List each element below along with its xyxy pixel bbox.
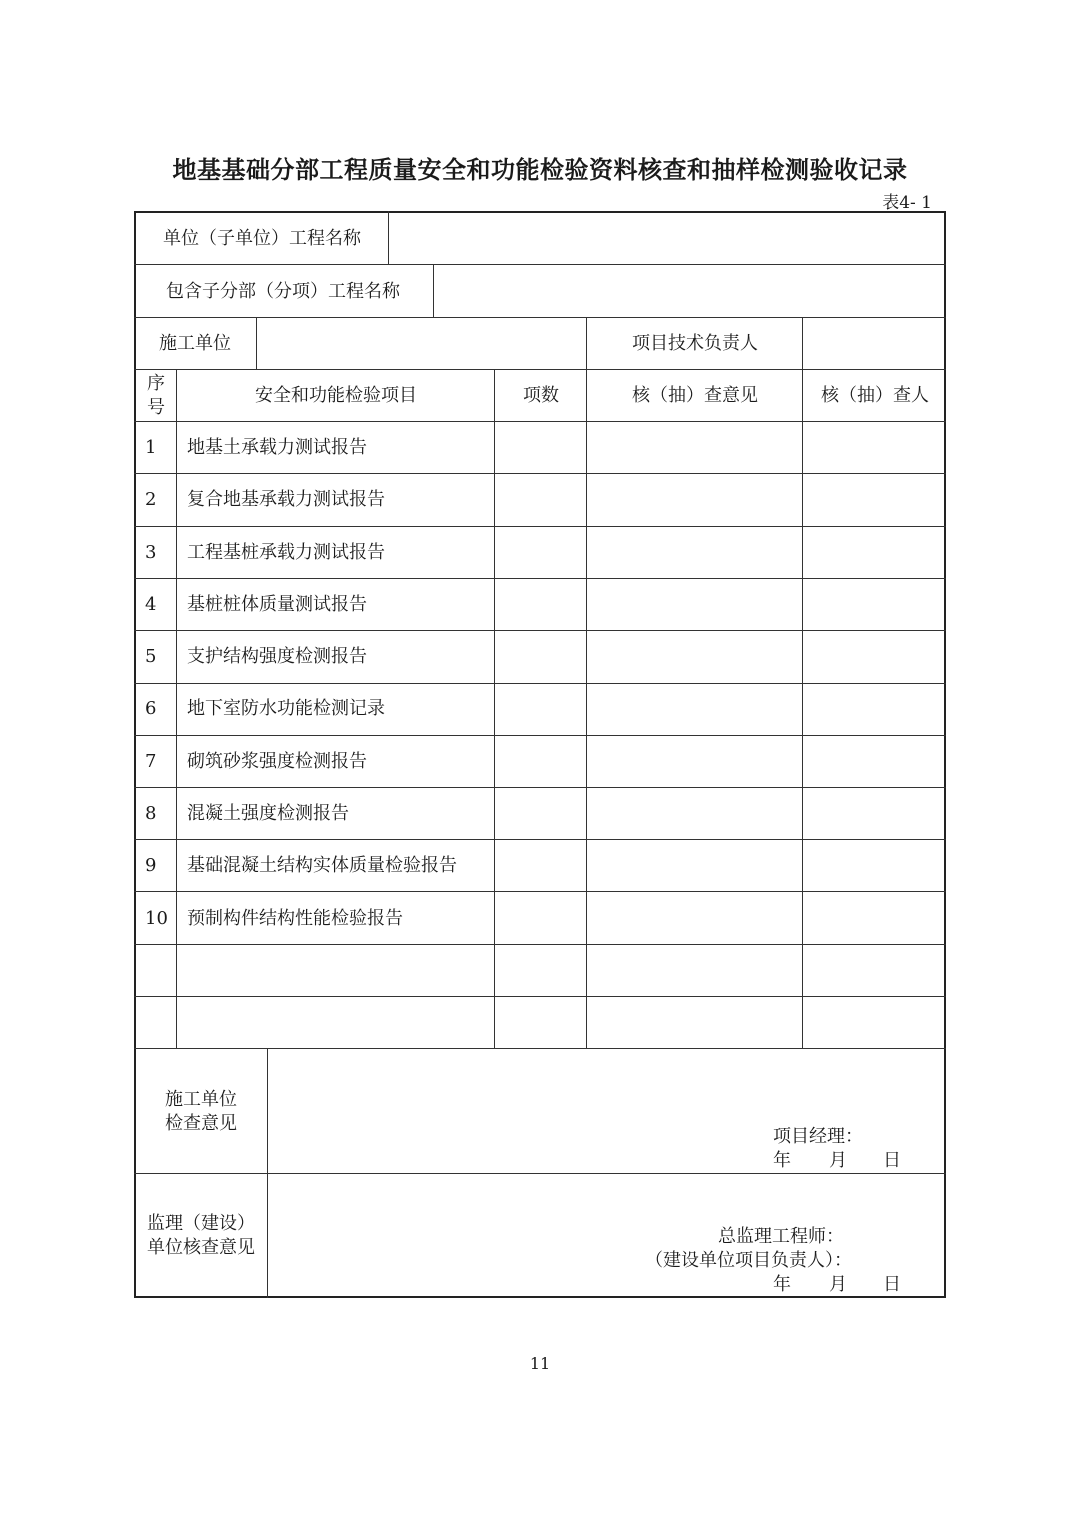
rule-v bbox=[176, 369, 177, 1048]
row-item: 支护结构强度检测报告 bbox=[187, 646, 367, 667]
rule-h bbox=[134, 839, 946, 840]
col-count: 项数 bbox=[523, 385, 559, 406]
row-item: 基桩桩体质量测试报告 bbox=[187, 594, 367, 615]
date-year: 年 bbox=[773, 1150, 791, 1171]
rule-h bbox=[134, 473, 946, 474]
col-item: 安全和功能检验项目 bbox=[255, 385, 417, 406]
date-day: 日 bbox=[883, 1150, 901, 1171]
row-item: 混凝土强度检测报告 bbox=[187, 803, 349, 824]
rule-h bbox=[134, 996, 946, 997]
document-title: 地基基础分部工程质量安全和功能检验资料核查和抽样检测验收记录 bbox=[172, 156, 908, 184]
rule-h bbox=[134, 421, 946, 422]
rule-h bbox=[134, 735, 946, 736]
rule-h bbox=[134, 1173, 946, 1174]
rule-h bbox=[134, 369, 946, 370]
col-seq-line2: 号 bbox=[147, 397, 165, 418]
rule-v bbox=[388, 211, 389, 264]
date-month: 月 bbox=[829, 1150, 847, 1171]
rule-v bbox=[267, 1048, 268, 1298]
page-number: 11 bbox=[529, 1354, 551, 1373]
rule-h bbox=[134, 891, 946, 892]
row-item: 砌筑砂浆强度检测报告 bbox=[187, 751, 367, 772]
rule-v bbox=[256, 317, 257, 369]
row-item: 地下室防水功能检测记录 bbox=[187, 698, 385, 719]
rule-v bbox=[802, 369, 803, 1048]
rule-h bbox=[134, 683, 946, 684]
row-number: 8 bbox=[145, 803, 157, 824]
unit-project-name-label: 单位（子单位）工程名称 bbox=[163, 228, 361, 249]
row-number: 10 bbox=[145, 908, 168, 929]
row-number: 6 bbox=[145, 698, 157, 719]
row-number: 5 bbox=[145, 646, 157, 667]
rule-v bbox=[802, 317, 803, 369]
supervision-label-line2: 单位核查意见 bbox=[147, 1237, 255, 1258]
constructor-label: 施工单位 bbox=[159, 333, 231, 354]
rule-h bbox=[134, 787, 946, 788]
rule-v bbox=[586, 369, 587, 1048]
row-number: 2 bbox=[145, 489, 157, 510]
rule-h bbox=[134, 944, 946, 945]
chief-supervisor-label: 总监理工程师： bbox=[718, 1226, 844, 1247]
constructor-check-label-line1: 施工单位 bbox=[165, 1089, 237, 1110]
rule-h bbox=[134, 1048, 946, 1049]
row-number: 3 bbox=[145, 542, 157, 563]
date-day: 日 bbox=[883, 1274, 901, 1295]
sub-division-name-label: 包含子分部（分项）工程名称 bbox=[166, 281, 400, 302]
tech-lead-label: 项目技术负责人 bbox=[632, 333, 758, 354]
rule-h bbox=[134, 526, 946, 527]
row-number: 9 bbox=[145, 855, 157, 876]
row-item: 工程基桩承载力测试报告 bbox=[187, 542, 385, 563]
row-item: 基础混凝土结构实体质量检验报告 bbox=[187, 855, 457, 876]
owner-lead-label: （建设单位项目负责人）： bbox=[645, 1250, 852, 1271]
row-number: 1 bbox=[145, 437, 157, 458]
date-year: 年 bbox=[773, 1274, 791, 1295]
project-manager-label: 项目经理： bbox=[773, 1126, 863, 1147]
row-item: 地基土承载力测试报告 bbox=[187, 437, 367, 458]
rule-h bbox=[134, 578, 946, 579]
rule-v bbox=[586, 317, 587, 369]
row-number: 7 bbox=[145, 751, 157, 772]
col-checker: 核（抽）查人 bbox=[821, 385, 929, 406]
row-item: 复合地基承载力测试报告 bbox=[187, 489, 385, 510]
rule-h bbox=[134, 264, 946, 265]
row-item: 预制构件结构性能检验报告 bbox=[187, 908, 403, 929]
col-opinion: 核（抽）查意见 bbox=[632, 385, 758, 406]
col-seq-line1: 序 bbox=[147, 373, 165, 394]
date-month: 月 bbox=[829, 1274, 847, 1295]
supervision-label-line1: 监理（建设） bbox=[147, 1213, 255, 1234]
rule-v bbox=[494, 369, 495, 1048]
row-number: 4 bbox=[145, 594, 157, 615]
rule-h bbox=[134, 630, 946, 631]
constructor-check-label-line2: 检查意见 bbox=[165, 1113, 237, 1134]
table-number: 表4- 1 bbox=[882, 193, 932, 213]
rule-v bbox=[433, 264, 434, 317]
